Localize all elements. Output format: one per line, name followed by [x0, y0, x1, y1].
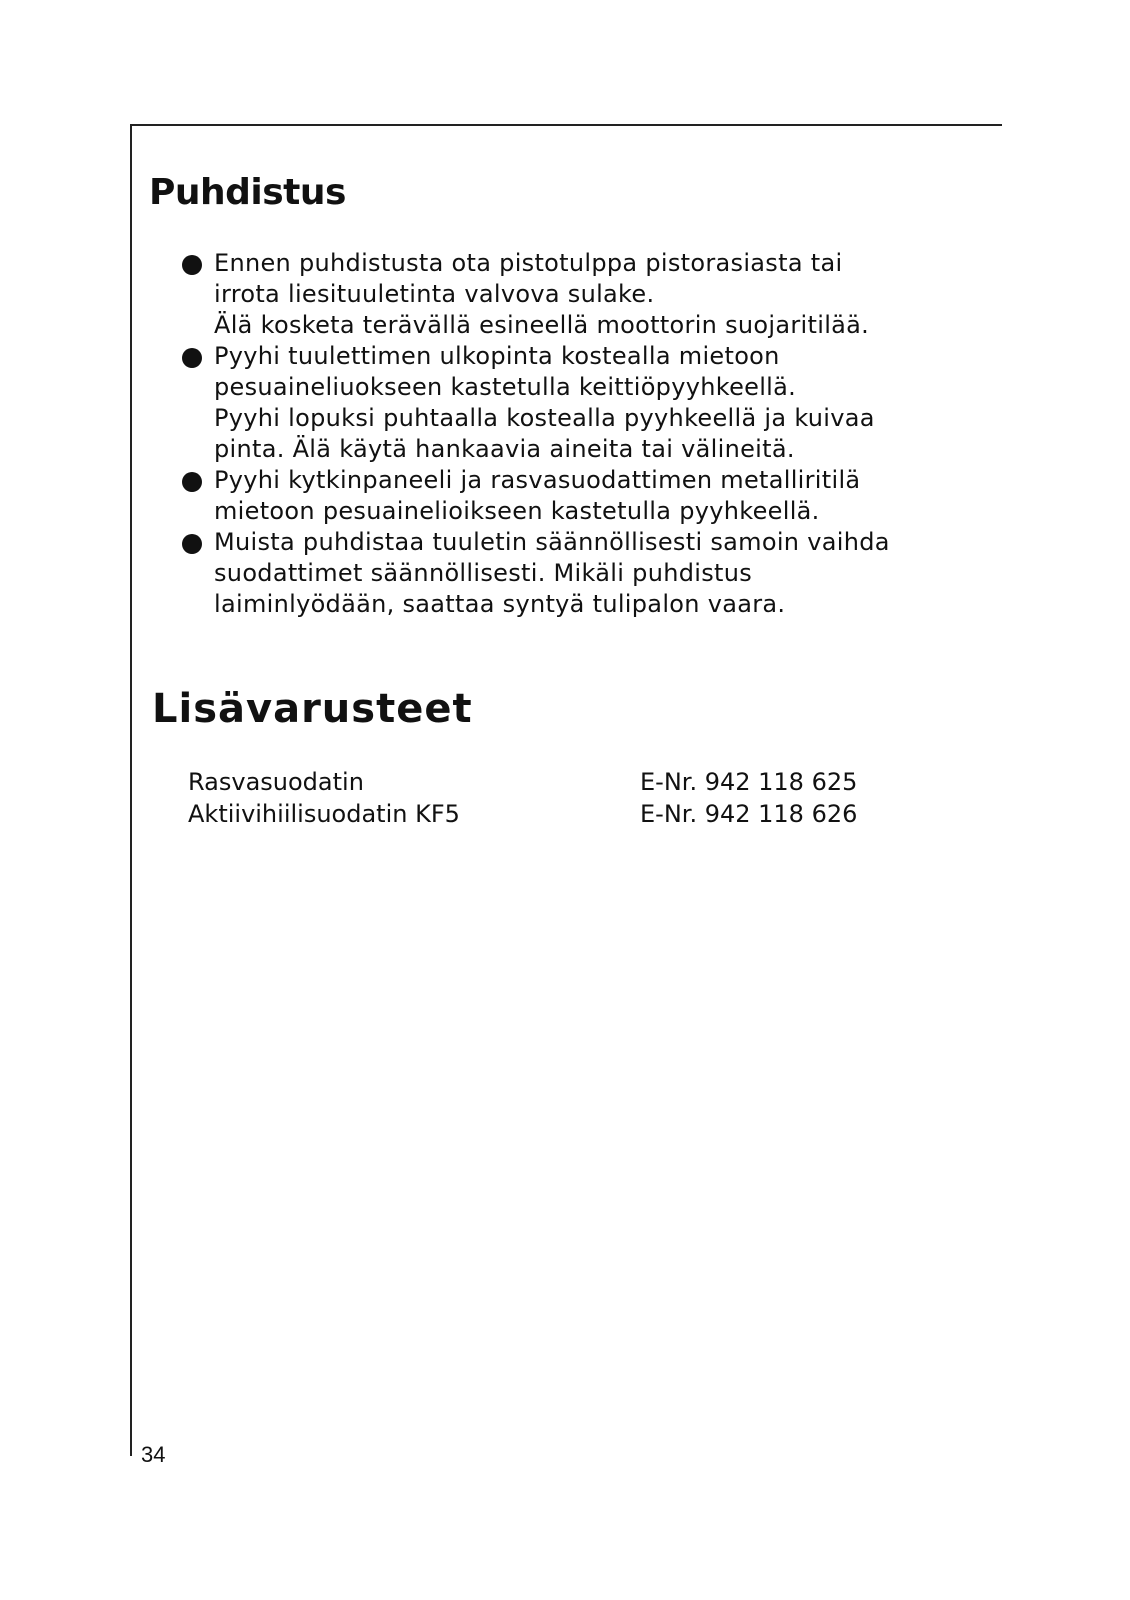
bullet-item — [182, 465, 942, 527]
bullet-line: irrota liesituuletinta valvova sulake. — [214, 280, 655, 308]
bullet-line: Muista puhdistaa tuuletin säännöllisesti samoin vaihda — [214, 528, 890, 556]
bullet-item — [182, 341, 942, 465]
bullet-line: Pyyhi lopuksi puhtaalla kostealla pyyhkeellä ja kuivaa — [214, 404, 875, 432]
bullet-dot-icon — [182, 534, 202, 554]
bullet-item — [182, 248, 942, 341]
bullet-line: pesuaineliuokseen kastetulla keittiöpyyhkeellä. — [214, 373, 797, 401]
cleaning-bullet-list — [182, 248, 942, 620]
bullet-item — [182, 527, 942, 620]
cleaning-heading: Puhdistus — [149, 172, 346, 213]
accessory-name: Rasvasuodatin — [188, 768, 364, 796]
left-rule — [130, 124, 132, 1456]
bullet-line: Älä kosketa terävällä esineellä moottorin suojaritilää. — [214, 311, 870, 339]
accessory-part-number: E-Nr. 942 118 625 — [640, 768, 858, 796]
page-number: 34 — [141, 1442, 166, 1467]
bullet-line: pinta. Älä käytä hankaavia aineita tai välineitä. — [214, 435, 795, 463]
bullet-line: Pyyhi kytkinpaneeli ja rasvasuodattimen metalliritilä — [214, 466, 861, 494]
accessory-name: Aktiivihiilisuodatin KF5 — [188, 800, 460, 828]
bullet-line: mietoon pesuainelioikseen kastetulla pyyhkeellä. — [214, 497, 820, 525]
bullet-dot-icon — [182, 472, 202, 492]
bullet-line: suodattimet säännöllisesti. Mikäli puhdistus — [214, 559, 753, 587]
bullet-line: laiminlyödään, saattaa syntyä tulipalon vaara. — [214, 590, 786, 618]
bullet-dot-icon — [182, 348, 202, 368]
accessory-part-number: E-Nr. 942 118 626 — [640, 800, 858, 828]
accessories-heading: Lisävarusteet — [152, 686, 473, 732]
bullet-line: Ennen puhdistusta ota pistotulppa pistorasiasta tai — [214, 249, 843, 277]
top-rule — [130, 124, 1002, 126]
bullet-line: Pyyhi tuulettimen ulkopinta kostealla mietoon — [214, 342, 780, 370]
bullet-dot-icon — [182, 255, 202, 275]
